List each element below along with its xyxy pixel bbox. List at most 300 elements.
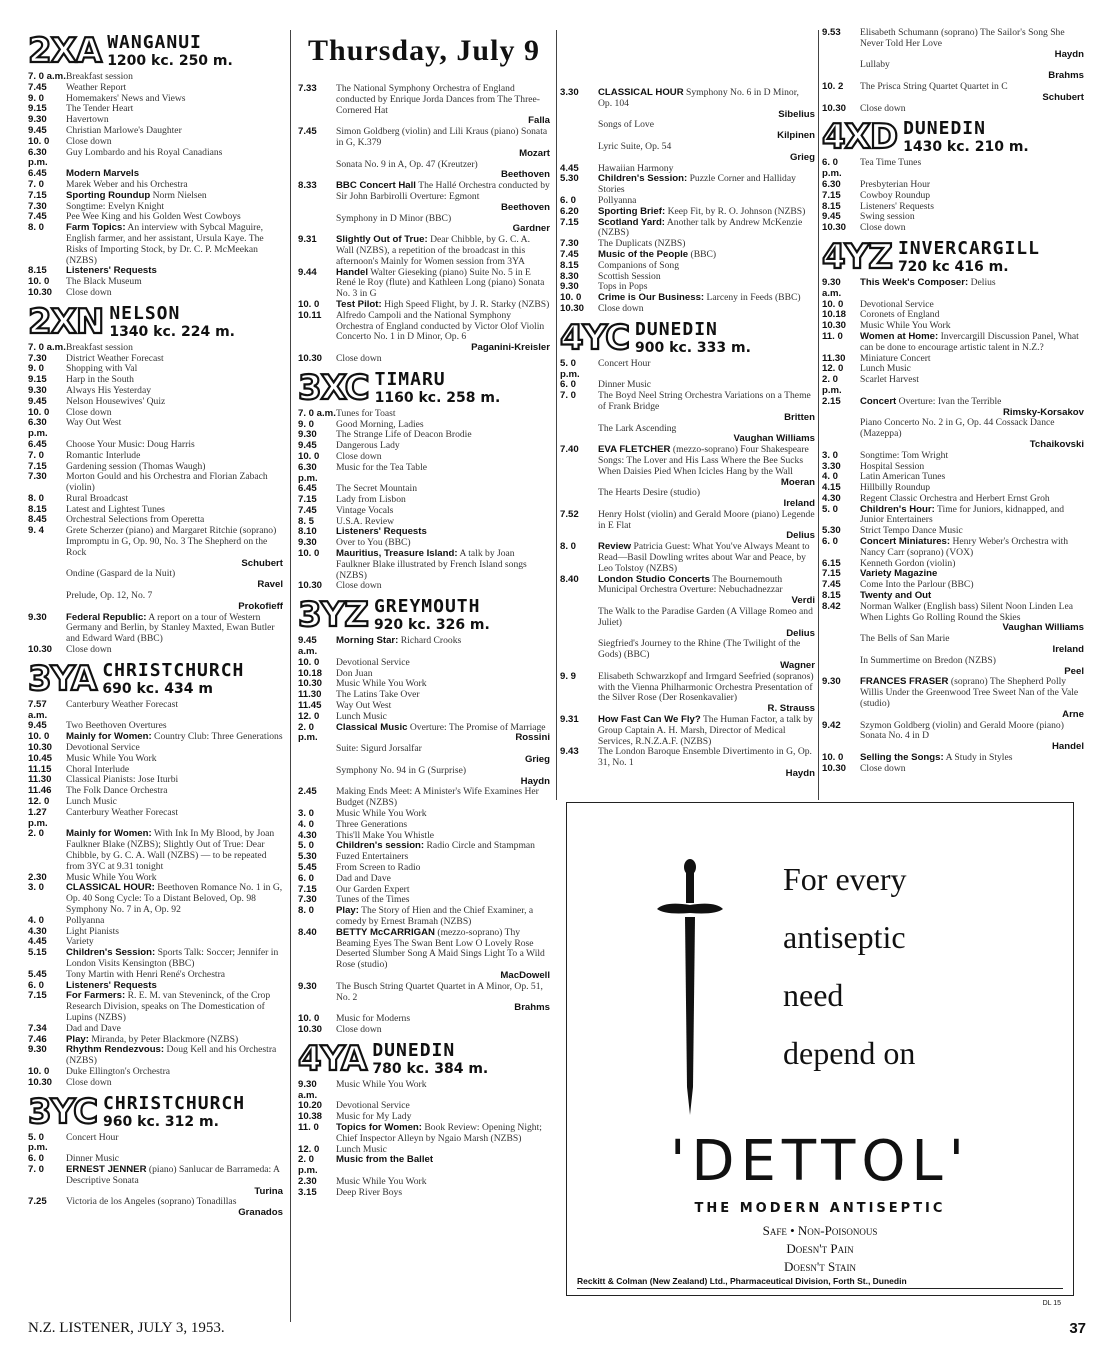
programme-entry [822,278,1084,300]
programme-time: 5.45 [298,862,317,873]
programme-detail: The Tender Heart [66,103,134,115]
programme-detail: Dear Chibble, by G. C. A. Wall (NZBS), a repetition of the broadcast in this afternoon's Mainly for Women session from 3YA [336,234,531,267]
programme-entry [560,445,815,488]
programme-detail: Lady from Lisbon [336,494,406,506]
programme-time: 6.45 [28,168,47,180]
column-1 [28,28,283,1219]
programme-time: 7.45 [28,81,47,93]
programme-description [336,160,550,182]
ad-headline-line: depend on [783,1035,916,1071]
programme-description [66,569,283,591]
programme-time: 7.15 [28,990,47,1002]
programme-description [336,354,550,365]
programme-time: 2. 0 p.m. [822,374,842,396]
programme-entry [560,747,815,779]
programme-detail: Another talk by Andrew McKenzie (NZBS) [598,216,803,239]
programme-detail: Three Generations [336,818,408,830]
programme-description [860,104,1084,115]
programme-detail: The National Symphony Orchestra of England conducted by Enrique Jorda Dances from The Three-Cornered Hat [336,83,540,116]
composer-credit: R. Strauss [767,703,815,715]
programme-description [66,288,283,299]
programme-time: 7.15 [822,189,841,201]
programme-entry [298,581,550,592]
programme-time: 5.15 [28,947,47,959]
programme-time: 6. 0 [28,1153,45,1165]
programme-detail: Concert Hour [598,357,651,369]
programme-entry [560,391,815,423]
programme-entry [28,148,283,170]
programme-detail: The Hallé Orchestra conducted by Sir John Barbirolli Overture: Egmont [336,180,550,202]
programme-detail: Music for My Lady [336,1111,412,1123]
programme-detail: Homemakers' News and Views [66,92,186,104]
programme-description [336,928,550,982]
programme-detail: Miniature Concert [860,352,931,364]
programme-time: 3.30 [560,87,579,98]
programme-detail: Patricia Guest: What You've Always Meant to Read—Basil Dowling writes about War and Peace, by Leo Tolstoy (NZBS) [598,541,810,574]
programme-detail: Swing session [860,211,915,223]
station-callsign: 4YC [560,317,630,358]
programme-title: Concert Miniatures: [860,536,951,548]
programme-detail: Listeners' Requests [860,200,934,212]
programme-detail: Coronets of England [860,309,940,321]
programme-title: EVA FLETCHER [598,444,671,456]
programme-time: 10.18 [298,667,323,679]
programme-detail: Dinner Music [66,1153,120,1165]
programme-title: Mauritius, Treasure Island: [336,548,458,560]
programme-description [598,488,815,510]
programme-time: 9.30 [298,980,317,992]
station-frequency: 1340 kc. 224 m. [109,323,235,340]
station-city: DUNEDIN [635,318,718,340]
programme-time: 7.25 [28,1196,47,1208]
programme-entry [560,672,815,715]
programme-list-continued [822,28,1084,114]
programme-detail: (soprano) The Shepherd Polly Willis Under the Greenwood Tree Sweet Nan of the Vale (studio) [860,676,1079,710]
programme-detail: (mezzo-soprano) Thy Beaming Eyes The Swan Bent Low O Lovely Rose Deserted Slumber Song A Maid Sings Light To a Wild Rose (studio) [336,926,545,971]
programme-detail: Scarlet Harvest [860,374,919,386]
composer-credit: Beethoven [500,169,550,181]
programme-time: 10.30 [28,644,53,656]
programme-detail: Victoria de los Angeles (soprano) Tonadillas [66,1196,237,1208]
programme-time: 6.30 p.m. [28,146,48,169]
programme-list-3yc [28,1133,283,1219]
programme-detail: Canterbury Weather Forecast [66,806,178,818]
programme-description [336,1025,550,1036]
programme-detail: Kenneth Gordon (violin) [860,557,956,569]
programme-time: 10.30 [822,222,847,234]
programme-detail: Piano Concerto No. 2 in G, Op. 44 Cossack Dance (Mazeppa) [860,417,1055,440]
programme-description [598,607,815,639]
programme-list-4xd [822,158,1084,234]
programme-time: 7.15 [298,494,317,506]
programme-detail: Vintage Vocals [336,504,394,516]
station-city: GREYMOUTH [373,596,481,618]
programme-description [336,127,550,159]
station-frequency: 960 kc. 312 m. [103,1113,219,1130]
programme-time: 4. 0 [822,471,839,483]
station-city: TIMARU [374,368,446,390]
programme-detail: Henry Holst (violin) and Gerald Moore (piano) Legende in E Flat [598,508,815,531]
composer-credit: Ireland [783,498,815,510]
programme-description [336,463,550,485]
programme-entry [822,634,1084,656]
programme-detail: The Busch String Quartet Quartet in A Minor, Op. 51, No. 2 [336,980,543,1003]
programme-detail: The Strange Life of Deacon Brodie [336,429,472,441]
station-frequency: 690 kc. 434 m [102,680,213,697]
programme-entry [298,84,550,127]
programme-time: 8.15 [822,590,841,602]
programme-detail: Music While You Work [336,1078,427,1090]
station-frequency: 1430 kc. 210 m. [903,139,1029,156]
programme-detail: Come Into the Parlour (BBC) [860,579,974,591]
programme-description [860,602,1084,634]
programme-description [336,1155,550,1177]
programme-entry [560,488,815,510]
programme-time: 10.45 [28,752,53,764]
programme-entry [298,744,550,766]
programme-detail: Canterbury Weather Forecast [66,698,178,710]
programme-title: Listeners' Requests [66,265,157,277]
programme-description [336,636,550,658]
programme-detail: Duke Ellington's Orchestra [66,1065,171,1077]
programme-time: 8.15 [28,503,47,515]
programme-detail: Classical Pianists: Jose Iturbi [66,774,179,786]
programme-description [598,672,815,715]
programme-detail: The London Baroque Ensemble Divertimento in G, Op. 31, No. 1 [598,746,812,769]
programme-title: FRANCES FRASER [860,676,949,688]
programme-description [66,808,283,830]
station-header-3yz [298,595,550,636]
column-4 [822,28,1084,775]
programme-detail: Fuzed Entertainers [336,851,409,863]
programme-time: 10.11 [298,309,322,321]
programme-entry [298,214,550,236]
programme-title: Children's session: [336,840,425,852]
programme-description [336,311,550,354]
dettol-advertisement [566,802,1074,1307]
programme-entry [298,354,550,365]
programme-detail: Choral Interlude [66,763,130,775]
programme-entry [28,829,283,872]
programme-title: ERNEST JENNER [66,1163,147,1175]
programme-time: 5. 0 p.m. [28,1131,48,1154]
programme-detail: Richard Crooks [400,635,462,647]
programme-time: 10. 0 [298,656,320,668]
programme-time: 5.45 [28,968,47,980]
programme-time: 9.30 [28,114,47,126]
programme-detail: Over to You (BBC) [336,537,411,549]
programme-detail: Symphony in D Minor (BBC) [336,212,452,224]
programme-detail: Norm Nielsen [152,189,207,201]
programme-title: Concert [860,395,897,407]
programme-entry [822,537,1084,559]
programme-entry [822,721,1084,753]
programme-time [560,120,598,142]
ad-headline-line: For every [783,861,907,897]
programme-entry [298,636,550,658]
programme-time: 7.46 [28,1033,47,1045]
ad-tagline: THE MODERN ANTISEPTIC [694,1201,946,1216]
ad-claim: Safe • Non-Poisonous [762,1223,878,1238]
composer-credit: Kilpinen [777,130,815,142]
ad-headline-line: antiseptic [783,919,906,955]
station-city: CHRISTCHURCH [102,659,245,681]
programme-entry [298,549,550,581]
programme-detail: Overture: Ivan the Terrible [898,395,1002,407]
programme-time [298,160,336,182]
programme-description [598,359,815,381]
programme-time: 3.30 [822,460,841,472]
programme-title: Play: [336,905,359,917]
programme-entry [822,158,1084,180]
programme-time [298,766,336,788]
station-header-4ya [298,1038,550,1079]
programme-time: 8.40 [298,926,317,938]
programme-description [336,982,550,1014]
programme-description [860,505,1084,527]
programme-title: For Farmers: [66,990,126,1002]
programme-detail: Elisabeth Schwarzkopf and Irmgard Seefried (sopranos) with the Vienna Philharmonic Orchestra Presentation of the Silver Rose (Der Rosenkavalier) [598,670,814,704]
programme-time: 3.15 [298,1186,317,1198]
programme-title: Federal Republic: [66,611,147,623]
programme-description [336,549,550,581]
composer-credit: Brahms [514,1002,550,1014]
programme-list-2xn [28,343,283,656]
programme-time: 10. 0 [298,298,320,310]
programme-entry [298,181,550,213]
programme-time: 9.30 [822,676,841,688]
programme-entry [560,142,815,164]
programme-time: 1.27 p.m. [28,806,48,829]
programme-detail: Sports Talk: Soccer; Jennifer in London Visits Kensington (BBC) [66,947,279,969]
programme-entry [298,787,550,809]
station-frequency: 1200 kc. 250 m. [107,53,233,69]
programme-entry [298,928,550,982]
programme-time: 11.45 [298,700,322,712]
programme-description [598,218,815,240]
programme-time: 6.30 p.m. [28,417,48,440]
programme-entry [560,542,815,574]
programme-description [66,591,283,613]
programme-detail: A Study in Styles [945,752,1013,764]
programme-entry [822,60,1084,82]
programme-detail: Orchestral Selections from Operetta [66,514,205,526]
programme-detail: Good Morning, Ladies [336,418,424,430]
programme-time: 5.30 [822,525,841,537]
programme-time: 12. 0 [822,363,844,375]
composer-credit: Wagner [780,660,815,672]
programme-title: Mainly for Women: [66,731,152,743]
programme-time: 5. 0 p.m. [560,357,580,380]
programme-title: Listeners' Requests [66,979,157,991]
programme-title: Listeners' Requests [336,526,427,538]
programme-detail: Invercargill Discussion Panel, What can be done to encourage artistic talent in N.Z.? [860,330,1079,353]
station-frequency: 720 kc 416 m. [897,258,1009,275]
programme-detail: Cowboy Roundup [860,189,931,201]
programme-entry [28,288,283,299]
programme-time: 5. 0 [822,503,839,515]
programme-time: 8.30 [560,270,579,282]
programme-time: 4.15 [822,482,841,494]
programme-title: Modern Marvels [66,168,140,180]
programme-time: 9.30 [28,611,47,623]
programme-description [66,829,283,872]
station-header-2xn [28,301,283,342]
programme-detail: Close down [66,135,112,147]
programme-time: 9.45 [28,720,47,732]
programme-time: 3. 0 [298,808,315,820]
programme-time: 4. 0 [28,914,45,926]
programme-time: 10. 0 [298,450,320,462]
programme-entry [560,575,815,607]
programme-time: 9.30 a.m. [822,276,842,299]
programme-description [336,723,550,745]
programme-detail: Strict Tempo Dance Music [860,525,963,537]
programme-entry [28,591,283,613]
programme-detail: Nelson Housewives' Quiz [66,395,166,407]
programme-detail: A talk by Joan Faulkner Blake illustrated by French Island songs (NZBS) [336,548,527,581]
programme-time: 6. 0 [28,979,45,991]
station-callsign: 2XA [28,31,102,71]
programme-time: 9.45 a.m. [298,635,318,658]
programme-detail: U.S.A. Review [336,515,395,527]
programme-detail: Close down [66,286,112,298]
programme-description [860,158,1084,180]
programme-entry [822,505,1084,527]
programme-time: 10. 2 [822,80,844,92]
programme-detail: Pollyanna [598,194,637,206]
composer-credit: Handel [1052,741,1084,753]
programme-entry [298,982,550,1014]
programme-detail: Lunch Music [336,710,387,722]
programme-detail: Miranda, by Peter Blackmore (NZBS) [91,1033,239,1045]
programme-description [598,142,815,164]
programme-detail: Devotional Service [66,742,140,754]
programme-detail: Guy Lombardo and his Royal Canadians [66,146,223,158]
programme-detail: In Summertime on Bredon (NZBS) [860,654,996,666]
programme-detail: Tunes for Toast [336,407,396,419]
programme-detail: Scottish Session [598,270,661,282]
station-city: INVERCARGILL [897,237,1040,259]
programme-description [860,397,1084,419]
programme-time: 7.45 [28,211,47,223]
programme-title: CLASSICAL HOUR [598,87,684,98]
programme-list-3yz [298,636,550,1035]
programme-time [298,214,336,236]
programme-detail: Tony Martin with Henri René's Orchestra [66,968,226,980]
programme-time: 7.30 [28,200,47,212]
programme-time: 10. 0 [28,406,50,418]
programme-entry [560,88,815,120]
programme-title: Test Pilot: [336,298,382,310]
programme-time: 9. 9 [560,670,577,682]
programme-title: Music from the Ballet [336,1154,434,1166]
programme-time: 10.18 [822,309,847,321]
programme-entry [28,1078,283,1089]
programme-time: 7.15 [822,568,841,580]
programme-detail: This'll Make You Whistle [336,829,435,841]
station-callsign: 4YA [298,1038,367,1079]
station-callsign: 3XC [298,367,369,408]
programme-time: 6. 0 [560,194,577,206]
programme-detail: Prelude, Op. 12, No. 7 [66,590,153,602]
programme-time: 8.15 [28,265,47,277]
programme-detail: Dad and Dave [66,1022,121,1034]
programme-description [860,332,1084,354]
programme-title: Handel [336,266,368,278]
programme-description [598,575,815,607]
programme-time: 7.45 [298,504,317,516]
programme-time: 6.30 [822,178,841,190]
programme-time: 4.45 [28,936,47,948]
programme-title: This Week's Composer: [860,276,969,288]
programme-time: 10.30 [28,1076,53,1088]
programme-detail: The Duplicats (NZBS) [598,238,686,250]
sword-icon [655,857,725,1117]
programme-detail: Christian Marlowe's Daughter [66,124,182,136]
station-header-4xd [822,117,1084,158]
programme-detail: Songs of Love [598,119,654,131]
programme-time [822,418,860,450]
programme-entry [822,418,1084,450]
programme-title: Women at Home: [860,330,939,342]
programme-detail: Alfredo Campoli and the National Symphony Orchestra of England conducted by Victor Olof Violin Concerto No. 1 in D Minor, Op. 6 [336,309,545,343]
programme-description [66,948,283,970]
programme-time: 10.30 [822,320,847,332]
column-rule [818,30,819,800]
programme-list-4ya [298,1080,550,1199]
programme-detail: Weather Report [66,81,127,93]
programme-description [598,174,815,196]
programme-detail: Close down [860,102,906,114]
programme-detail: R. E. M. van Steveninck, of the Crop Research Division, speaks on The Domestication of Lupins (NZBS) [66,990,271,1023]
programme-time: 8. 5 [298,515,315,527]
programme-detail: Latest and Lightest Tunes [66,503,165,515]
station-frequency: 780 kc. 384 m. [372,1060,489,1077]
programme-title: Variety Magazine [860,568,938,580]
programme-detail: (mezzo-soprano) Four Shakespeare Songs: The Lover and His Lass Where the Bee Sucks When Daisies Pied When Icicles Hang by the Wall [598,444,809,477]
programme-description [598,391,815,423]
programme-entry [28,883,283,915]
programme-description [66,1133,283,1155]
programme-time: 11.15 [28,763,52,775]
programme-detail: Romantic Interlude [66,449,141,461]
programme-entry [560,715,815,747]
programme-time: 11. 0 [298,1121,319,1133]
programme-detail: Two Beethoven Overtures [66,720,167,732]
programme-time: 9.45 [822,211,841,223]
programme-detail: Doug Kell and his Orchestra (NZBS) [66,1044,277,1067]
programme-description [66,1165,283,1197]
programme-time: 10.30 [298,352,323,364]
programme-time: 5.30 [298,851,317,863]
programme-detail: Close down [598,302,644,314]
station-callsign: 3YZ [298,595,368,636]
composer-credit: Grieg [524,754,550,766]
programme-time: 10.30 [822,102,847,114]
station-city: DUNEDIN [903,118,986,140]
programme-detail: Beethoven Romance No. 1 in G, Op. 40 Song Cycle: To a Distant Beloved, Op. 98 Symphony No. 7 in A, Op. 92 [66,882,283,915]
programme-time: 10. 0 [28,276,50,288]
programme-time: 9.31 [298,234,317,246]
programme-detail: Delius [970,276,996,288]
programme-detail: Keep Fit, by R. O. Johnson (NZBS) [667,205,806,217]
programme-time: 4.45 [560,162,579,174]
programme-description [860,677,1084,720]
programme-time: 8.40 [560,573,579,585]
programme-time [298,744,336,766]
station-header-3xc [298,367,550,408]
